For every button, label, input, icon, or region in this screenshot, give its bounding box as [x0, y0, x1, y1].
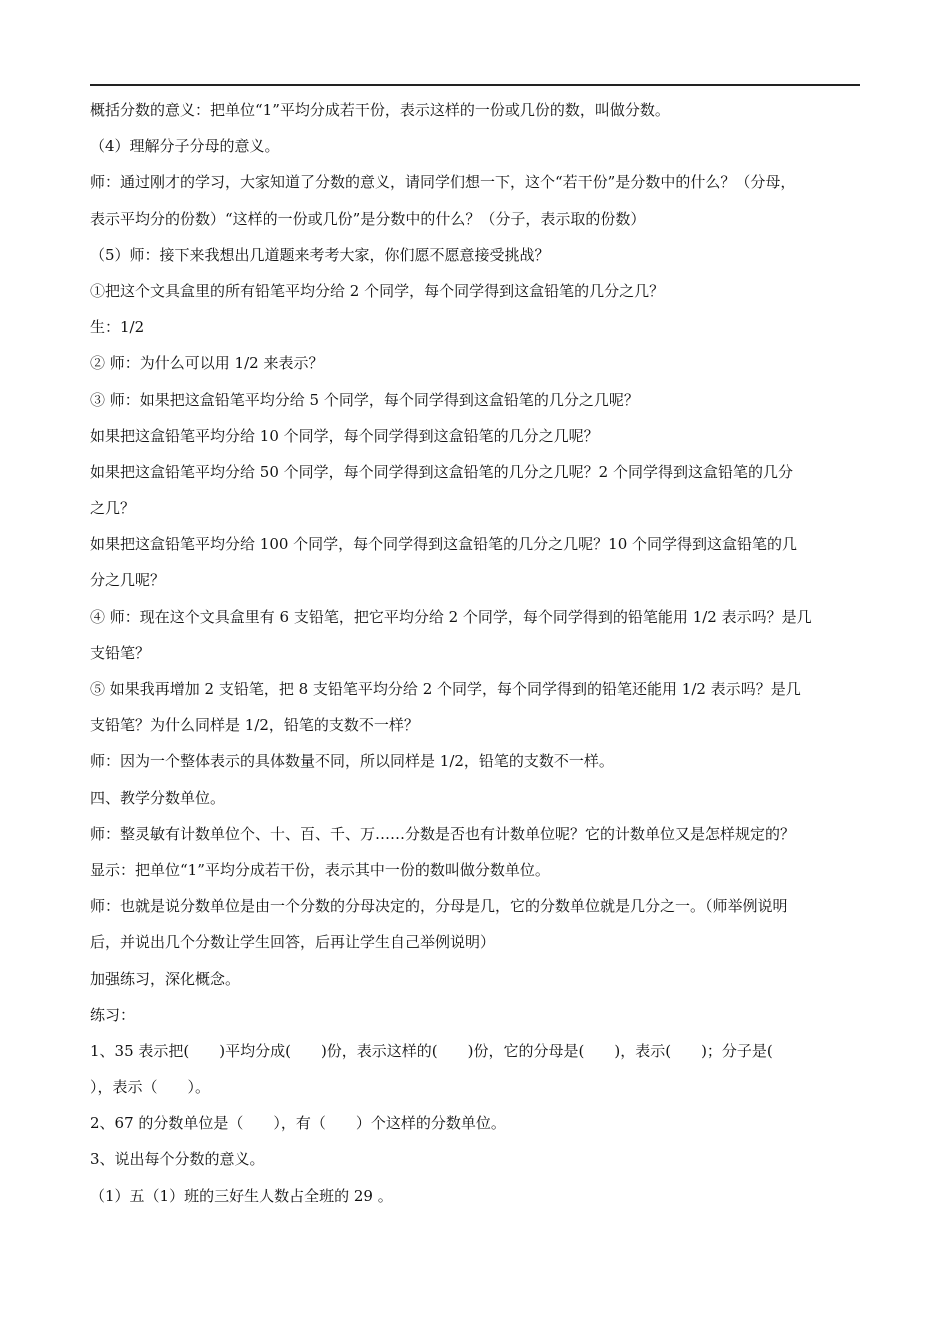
- text-line: 师：也就是说分数单位是由一个分数的分母决定的，分母是几，它的分数单位就是几分之一。（师举例说明: [90, 897, 788, 916]
- exercise-item: 1、35 表示把( )平均分成( )份，表示这样的( )份，它的分母是( )，表示( )；分子是(: [90, 1041, 773, 1060]
- text-line: ①把这个文具盒里的所有铅笔平均分给 2 个同学，每个同学得到这盒铅笔的几分之几？: [90, 281, 665, 300]
- text-line: 支铅笔？: [90, 643, 151, 662]
- text-line: 生：1/2: [90, 318, 145, 337]
- text-line: （4）理解分子分母的意义。: [90, 137, 280, 156]
- exercise-item: 3、说出每个分数的意义。: [90, 1150, 265, 1169]
- text-line: ④ 师：现在这个文具盒里有 6 支铅笔，把它平均分给 2 个同学，每个同学得到的铅笔能用 1/2 表示吗？是几: [90, 607, 812, 626]
- text-line: 概括分数的意义：把单位“1”平均分成若干份，表示这样的一份或几份的数，叫做分数。: [90, 101, 670, 119]
- text-line: 师：整灵敏有计数单位个、十、百、千、万……分数是否也有计数单位呢？它的计数单位又是怎样规定的？: [90, 824, 796, 843]
- text-line: （5）师：接下来我想出几道题来考考大家，你们愿不愿意接受挑战？: [90, 245, 550, 264]
- exercise-item: 2、67 的分数单位是（ ），有（ ）个这样的分数单位。: [90, 1114, 506, 1133]
- text-line: 之几？: [90, 499, 136, 518]
- text-line: ② 师：为什么可以用 1/2 来表示？: [90, 354, 324, 373]
- text-line: ③ 师：如果把这盒铅笔平均分给 5 个同学，每个同学得到这盒铅笔的几分之几呢？: [90, 390, 639, 409]
- exercise-item: ），表示（ ）。: [90, 1078, 211, 1097]
- text-line: 加强练习，深化概念。: [90, 969, 241, 988]
- text-line: 分之几呢？: [90, 571, 166, 590]
- text-line: 师：通过刚才的学习，大家知道了分数的意义，请同学们想一下，这个“若干份”是分数中的什么？（分母，: [90, 173, 796, 192]
- text-line: 如果把这盒铅笔平均分给 50 个同学，每个同学得到这盒铅笔的几分之几呢？2 个同学得到这盒铅笔的几分: [90, 462, 793, 481]
- text-line: 后，并说出几个分数让学生回答，后再让学生自己举例说明）: [90, 933, 496, 952]
- text-line: 支铅笔？为什么同样是 1/2，铅笔的支数不一样？: [90, 716, 419, 735]
- text-line: 如果把这盒铅笔平均分给 10 个同学，每个同学得到这盒铅笔的几分之几呢？: [90, 426, 599, 445]
- text-line: 表示平均分的份数）“这样的一份或几份”是分数中的什么？（分子，表示取的份数）: [90, 209, 646, 228]
- document-body: [90, 92, 862, 1214]
- exercise-heading: 练习：: [90, 1005, 136, 1024]
- header-rule: [90, 84, 860, 86]
- section-heading: 四、教学分数单位。: [90, 788, 226, 807]
- text-line: 如果把这盒铅笔平均分给 100 个同学，每个同学得到这盒铅笔的几分之几呢？10 个同学得到这盒铅笔的几: [90, 535, 798, 554]
- exercise-item: （1）五（1）班的三好生人数占全班的 29 。: [90, 1186, 393, 1205]
- text-line: 显示：把单位“1”平均分成若干份，表示其中一份的数叫做分数单位。: [90, 860, 550, 879]
- text-line: 师：因为一个整体表示的具体数量不同，所以同样是 1/2，铅笔的支数不一样。: [90, 752, 614, 771]
- text-line: ⑤ 如果我再增加 2 支铅笔，把 8 支铅笔平均分给 2 个同学，每个同学得到的铅笔还能用 1/2 表示吗？是几: [90, 680, 801, 698]
